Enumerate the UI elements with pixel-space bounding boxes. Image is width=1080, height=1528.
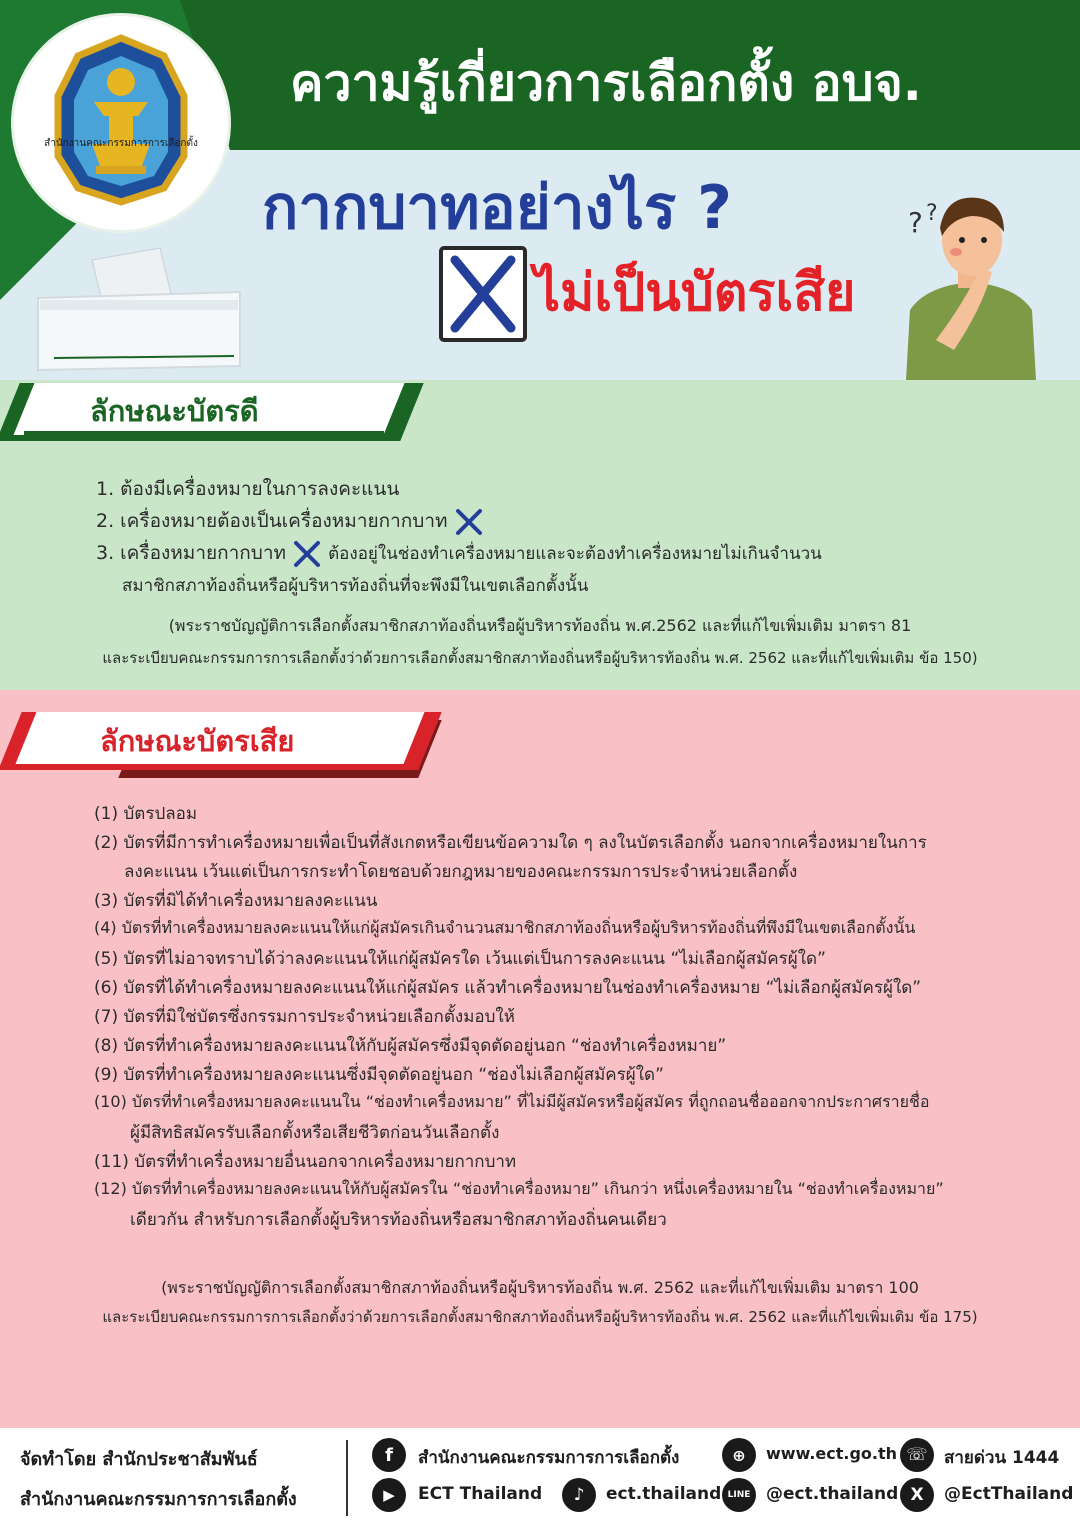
ballot-box-icon (34, 246, 244, 376)
not-spoiled-text: ไม่เป็นบัตรเสีย (534, 263, 856, 323)
question-heading: กากบาทอย่างไร ? (262, 173, 732, 243)
blue-x-mark-icon (443, 250, 523, 338)
bad-item-9: (9) บัตรที่ทำเครื่องหมายลงคะแนนซึ่งมีจุดตัดอยู่นอก “ช่องไม่เลือกผู้สมัครผู้ใด” (94, 1065, 664, 1085)
bad-legal-reference-2: และระเบียบคณะกรรมการการเลือกตั้งว่าด้วยการเลือกตั้งสมาชิกสภาท้องถิ่นหรือผู้บริหารท้องถิ่น พ.ศ. 2562 และที่แก้ไขเพิ่มเติม ข้อ 175) (102, 1308, 978, 1326)
ect-emblem-icon (14, 16, 228, 230)
tiktok-icon[interactable]: ♪ (562, 1478, 596, 1512)
bad-item-7: (7) บัตรที่มิใช่บัตรซึ่งกรรมการประจำหน่วยเลือกตั้งมอบให้ (94, 1007, 515, 1027)
good-item-2-text: 2. เครื่องหมายต้องเป็นเครื่องหมายกากบาท (96, 510, 448, 532)
good-item-3-text: 3. เครื่องหมายกากบาท (96, 542, 287, 564)
bad-item-10-cont: ผู้มีสิทธิสมัครรับเลือกตั้งหรือเสียชีวิตก่อนวันเลือกตั้ง (130, 1123, 500, 1143)
bad-item-12: (12) บัตรที่ทำเครื่องหมายลงคะแนนให้กับผู้สมัครใน “ช่องทำเครื่องหมาย” เกินกว่า หนึ่งเครื่องหมายใน “ช่องทำเครื่องหมาย” (94, 1179, 944, 1198)
footer-website-link[interactable]: www.ect.go.th (766, 1444, 898, 1463)
phone-icon[interactable]: ☏ (900, 1438, 934, 1472)
footer-youtube-link[interactable]: ECT Thailand (418, 1484, 543, 1504)
thinking-man-icon (896, 190, 1046, 380)
bad-item-4: (4) บัตรที่ทำเครื่องหมายลงคะแนนให้แก่ผู้สมัครเกินจำนวนสมาชิกสภาท้องถิ่นหรือผู้บริหารท้องถิ่นที่พึงมีในเขตเลือกตั้งนั้น (94, 918, 916, 937)
blue-x-mark-icon (454, 507, 484, 537)
bad-item-2-cont: ลงคะแนน เว้นแต่เป็นการกระทำโดยชอบด้วยกฎหมายของคณะกรรมการประจำหน่วยเลือกตั้ง (124, 862, 798, 882)
ballot-x-box (439, 246, 527, 342)
globe-icon[interactable]: ⊕ (722, 1438, 756, 1472)
bad-item-1: (1) บัตรปลอม (94, 804, 198, 824)
bad-item-12-cont: เดียวกัน สำหรับการเลือกตั้งผู้บริหารท้องถิ่นหรือสมาชิกสภาท้องถิ่นคนเดียว (130, 1210, 667, 1230)
bad-item-11: (11) บัตรที่ทำเครื่องหมายอื่นนอกจากเครื่องหมายกากบาท (94, 1152, 517, 1172)
good-item-1: 1. ต้องมีเครื่องหมายในการลงคะแนน (96, 478, 400, 500)
page-title: ความรู้เกี่ยวการเลือกตั้ง อบจ. (290, 54, 922, 112)
bad-item-10: (10) บัตรที่ทำเครื่องหมายลงคะแนนใน “ช่องทำเครื่องหมาย” ที่ไม่มีผู้สมัครหรือผู้สมัคร ที่ถูกถอนชื่อออกจากประกาศรายชื่อ (94, 1092, 930, 1111)
bad-item-5: (5) บัตรที่ไม่อาจทราบได้ว่าลงคะแนนให้แก่ผู้สมัครใด เว้นแต่เป็นการลงคะแนน “ไม่เลือกผู้สมัครผู้ใด” (94, 949, 826, 969)
good-ballot-heading: ลักษณะบัตรดี (90, 394, 259, 428)
good-item-3-line-2: สมาชิกสภาท้องถิ่นหรือผู้บริหารท้องถิ่นที่จะพึงมีในเขตเลือกตั้งนั้น (122, 576, 589, 596)
good-item-2 (96, 506, 484, 537)
bad-item-8: (8) บัตรที่ทำเครื่องหมายลงคะแนนให้กับผู้สมัครซึ่งมีจุดตัดอยู่นอก “ช่องทำเครื่องหมาย” (94, 1036, 727, 1056)
spoiled-ballot-heading: ลักษณะบัตรเสีย (100, 724, 295, 758)
svg-text:?: ? (908, 206, 923, 239)
footer-hotline[interactable]: สายด่วน 1444 (944, 1448, 1060, 1468)
blue-x-mark-icon (292, 539, 322, 569)
good-legal-reference-1: (พระราชบัญญัติการเลือกตั้งสมาชิกสภาท้องถิ่นหรือผู้บริหารท้องถิ่น พ.ศ.2562 และที่แก้ไขเพิ่มเติม มาตรา 81 (168, 616, 912, 635)
footer-tiktok-link[interactable]: ect.thailand (606, 1484, 722, 1504)
footer-x-link[interactable]: @EctThailand (944, 1484, 1074, 1504)
footer-divider (346, 1440, 348, 1516)
footer-producer-2: สำนักงานคณะกรรมการการเลือกตั้ง (20, 1489, 297, 1510)
svg-text:?: ? (926, 201, 938, 226)
logo-caption: สำนักงานคณะกรรมการการเลือกตั้ง (44, 138, 198, 149)
footer-producer-1: จัดทำโดย สำนักประชาสัมพันธ์ (20, 1449, 258, 1470)
good-legal-reference-2: และระเบียบคณะกรรมการการเลือกตั้งว่าด้วยการเลือกตั้งสมาชิกสภาท้องถิ่นหรือผู้บริหารท้องถิ่น พ.ศ. 2562 และที่แก้ไขเพิ่มเติม ข้อ 150) (102, 649, 978, 667)
bad-item-6: (6) บัตรที่ได้ทำเครื่องหมายลงคะแนนให้แก่ผู้สมัคร แล้วทำเครื่องหมายในช่องทำเครื่องหมาย “ไม่เลือกผู้สมัครผู้ใด” (94, 978, 922, 998)
good-item-3 (96, 538, 822, 569)
thinking-person-illustration (896, 190, 1046, 380)
facebook-icon[interactable]: f (372, 1438, 406, 1472)
footer-facebook-link[interactable]: สำนักงานคณะกรรมการการเลือกตั้ง (418, 1448, 680, 1468)
bad-item-2: (2) บัตรที่มีการทำเครื่องหมายเพื่อเป็นที่สังเกตหรือเขียนข้อความใด ๆ ลงในบัตรเลือกตั้ง นอกจากเครื่องหมายในการ (94, 833, 927, 853)
ballot-box-illustration (34, 246, 244, 376)
bad-item-3: (3) บัตรที่มิได้ทำเครื่องหมายลงคะแนน (94, 891, 378, 911)
ect-logo (14, 16, 228, 230)
bad-legal-reference-1: (พระราชบัญญัติการเลือกตั้งสมาชิกสภาท้องถิ่นหรือผู้บริหารท้องถิ่น พ.ศ. 2562 และที่แก้ไขเพิ่มเติม มาตรา 100 (161, 1278, 919, 1297)
x-icon[interactable]: X (900, 1478, 934, 1512)
play-icon[interactable]: ▶ (372, 1478, 406, 1512)
line-icon[interactable]: LINE (722, 1478, 756, 1512)
footer-line-link[interactable]: @ect.thailand (766, 1484, 899, 1504)
good-item-3-text-cont: ต้องอยู่ในช่องทำเครื่องหมายและจะต้องทำเครื่องหมายไม่เกินจำนวน (328, 544, 822, 564)
